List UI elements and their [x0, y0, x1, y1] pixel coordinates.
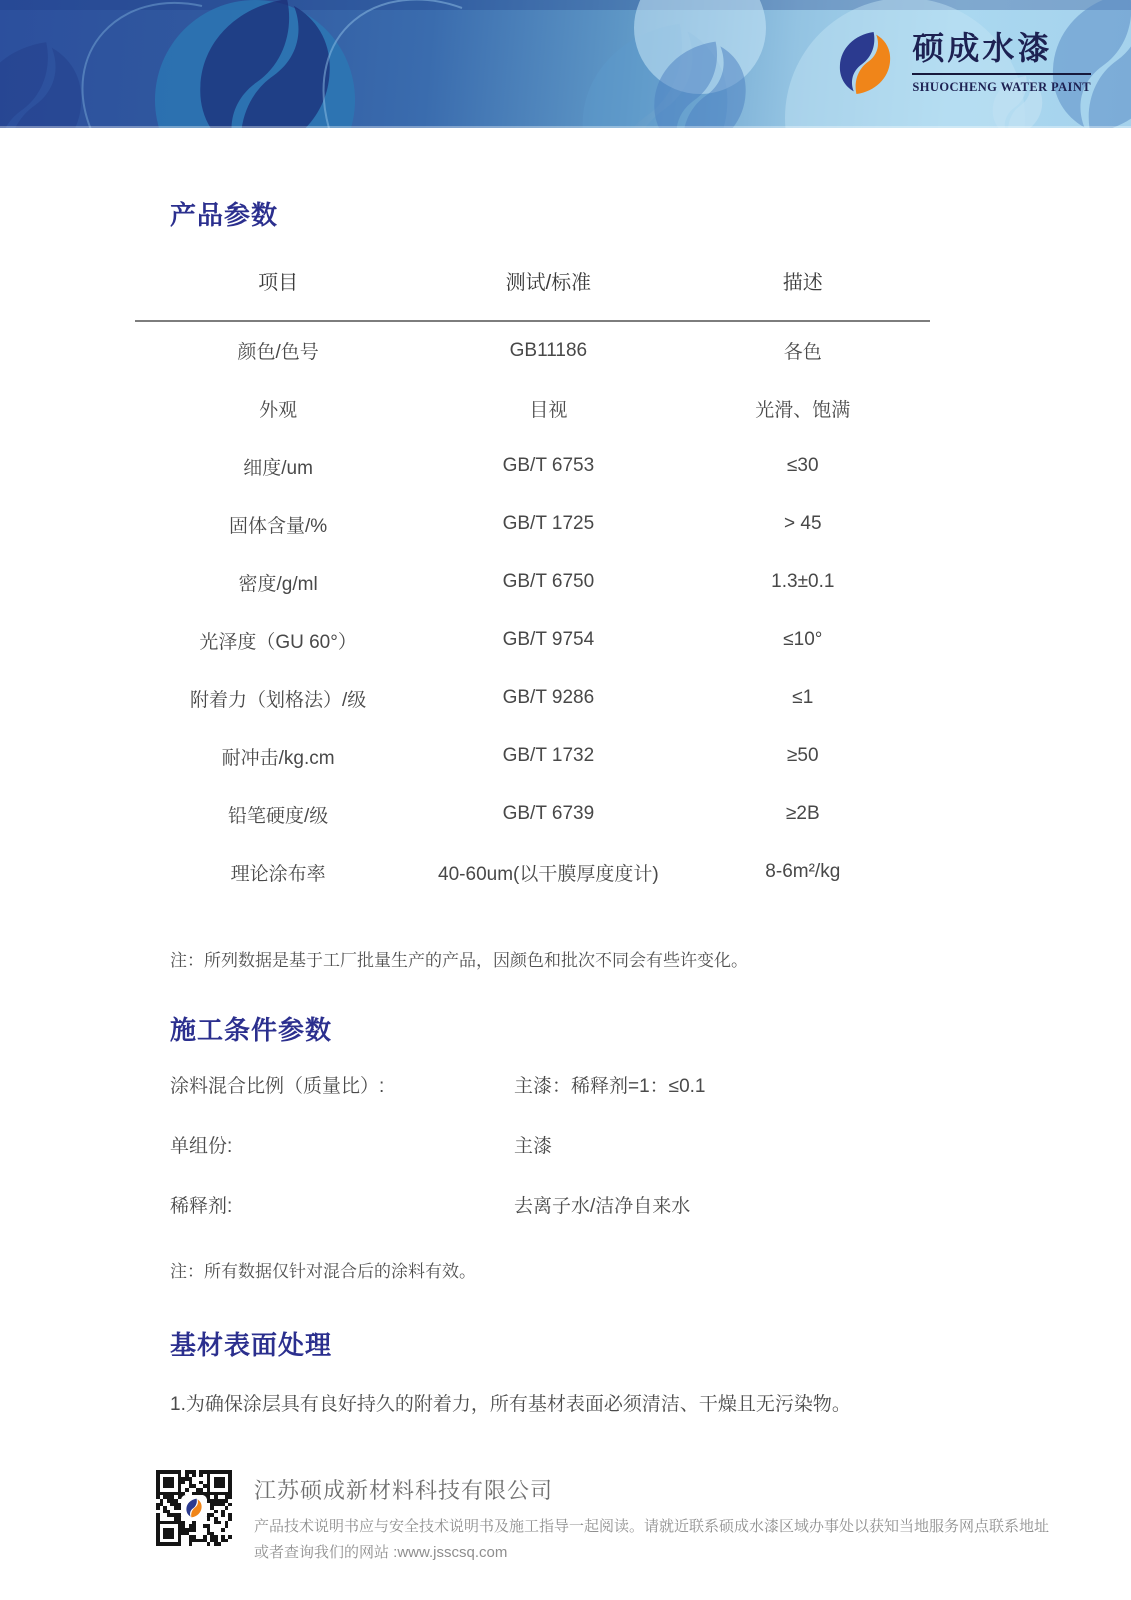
application-params-note: 注：所有数据仅针对混合后的涂料有效。 [170, 1262, 476, 1282]
param-item: 外观 [259, 399, 298, 421]
header-banner [0, 0, 1131, 128]
table-row [135, 785, 930, 843]
param-item: 密度/g/ml [238, 573, 318, 595]
footer-text-block [254, 1474, 1049, 1566]
param-value: 主漆：稀释剂=1：≤0.1 [514, 1075, 706, 1097]
brand-name-english: SHUOCHENG WATER PAINT [912, 80, 1091, 95]
application-param-row [170, 1174, 1105, 1234]
table-row [135, 379, 930, 437]
footer [156, 1470, 1105, 1566]
surface-prep-paragraph: 1.为确保涂层具有良好持久的附着力，所有基材表面必须清洁、干燥且无污染物。 [170, 1394, 851, 1416]
param-standard: GB/T 6739 [502, 803, 595, 825]
application-param-row [170, 1054, 1105, 1114]
section-title-application-params: 施工条件参数 [170, 1014, 333, 1045]
brand-name-chinese: 硕成水漆 [912, 31, 1091, 75]
table-row [135, 611, 930, 669]
param-desc: ≤1 [792, 687, 814, 709]
table-row [135, 553, 930, 611]
param-item: 细度/um [243, 457, 313, 479]
param-item: 理论涂布率 [230, 863, 326, 885]
param-desc: 1.3±0.1 [771, 571, 835, 593]
param-standard: 40-60um(以干膜厚度度计) [438, 863, 659, 885]
product-params-table [135, 241, 930, 901]
table-row [135, 843, 930, 901]
param-desc: > 45 [784, 513, 822, 535]
table-row [135, 727, 930, 785]
param-item: 耐冲击/kg.cm [221, 747, 335, 769]
section-title-surface-prep: 基材表面处理 [170, 1329, 333, 1360]
footer-note-line1: 产品技术说明书应与安全技术说明书及施工指导一起阅读。请就近联系硕成水漆区域办事处以获知当地服务网点联系地址 [254, 1518, 1050, 1535]
param-desc: 8-6m²/kg [765, 861, 841, 883]
table-header-row [135, 241, 930, 321]
param-standard: 目视 [529, 399, 568, 421]
param-label: 单组份: [170, 1135, 233, 1157]
brand-logo [832, 30, 1091, 96]
table-row [135, 669, 930, 727]
param-value: 去离子水/洁净自来水 [514, 1195, 691, 1217]
param-label: 稀释剂: [170, 1195, 233, 1217]
param-standard: GB/T 6750 [502, 571, 595, 593]
param-desc: ≥2B [785, 803, 820, 825]
param-item: 固体含量/% [229, 515, 328, 537]
param-standard: GB/T 1732 [502, 745, 595, 767]
param-standard: GB11186 [509, 339, 588, 361]
param-desc: ≥50 [787, 745, 819, 767]
param-value: 主漆 [514, 1135, 553, 1157]
table-header-item: 项目 [258, 272, 299, 295]
application-param-row [170, 1114, 1105, 1174]
footer-note [254, 1514, 1049, 1566]
qr-code [156, 1470, 232, 1546]
section-title-product-params: 产品参数 [170, 200, 279, 230]
param-desc: 光滑、饱满 [755, 399, 851, 421]
param-desc: ≤10° [783, 629, 823, 651]
table-row [135, 437, 930, 495]
param-label: 涂料混合比例（质量比）: [170, 1075, 385, 1097]
footer-website-line: 或者查询我们的网站 :www.jsscsq.com [254, 1543, 508, 1561]
table-header-standard: 测试/标准 [505, 272, 592, 295]
param-standard: GB/T 1725 [502, 513, 595, 535]
main-content [0, 200, 1131, 1419]
product-params-note: 注：所列数据是基于工厂批量生产的产品，因颜色和批次不同会有些许变化。 [170, 951, 748, 971]
param-item: 颜色/色号 [237, 342, 319, 364]
table-header-desc: 描述 [782, 272, 823, 295]
param-item: 铅笔硬度/级 [227, 805, 329, 827]
brand-logo-icon [832, 30, 898, 96]
param-item: 附着力（划格法）/级 [189, 689, 367, 711]
company-name: 江苏硕成新材料科技有限公司 [254, 1478, 554, 1503]
brand-text-block [912, 31, 1091, 95]
param-desc: 各色 [783, 342, 822, 364]
table-row [135, 321, 930, 379]
table-row [135, 495, 930, 553]
param-standard: GB/T 9286 [502, 687, 595, 709]
qr-logo-icon [182, 1496, 206, 1520]
application-params-list [170, 1054, 1105, 1234]
param-standard: GB/T 9754 [502, 629, 595, 651]
param-desc: ≤30 [787, 455, 819, 477]
param-item: 光泽度（GU 60°） [199, 631, 357, 653]
param-standard: GB/T 6753 [502, 455, 595, 477]
